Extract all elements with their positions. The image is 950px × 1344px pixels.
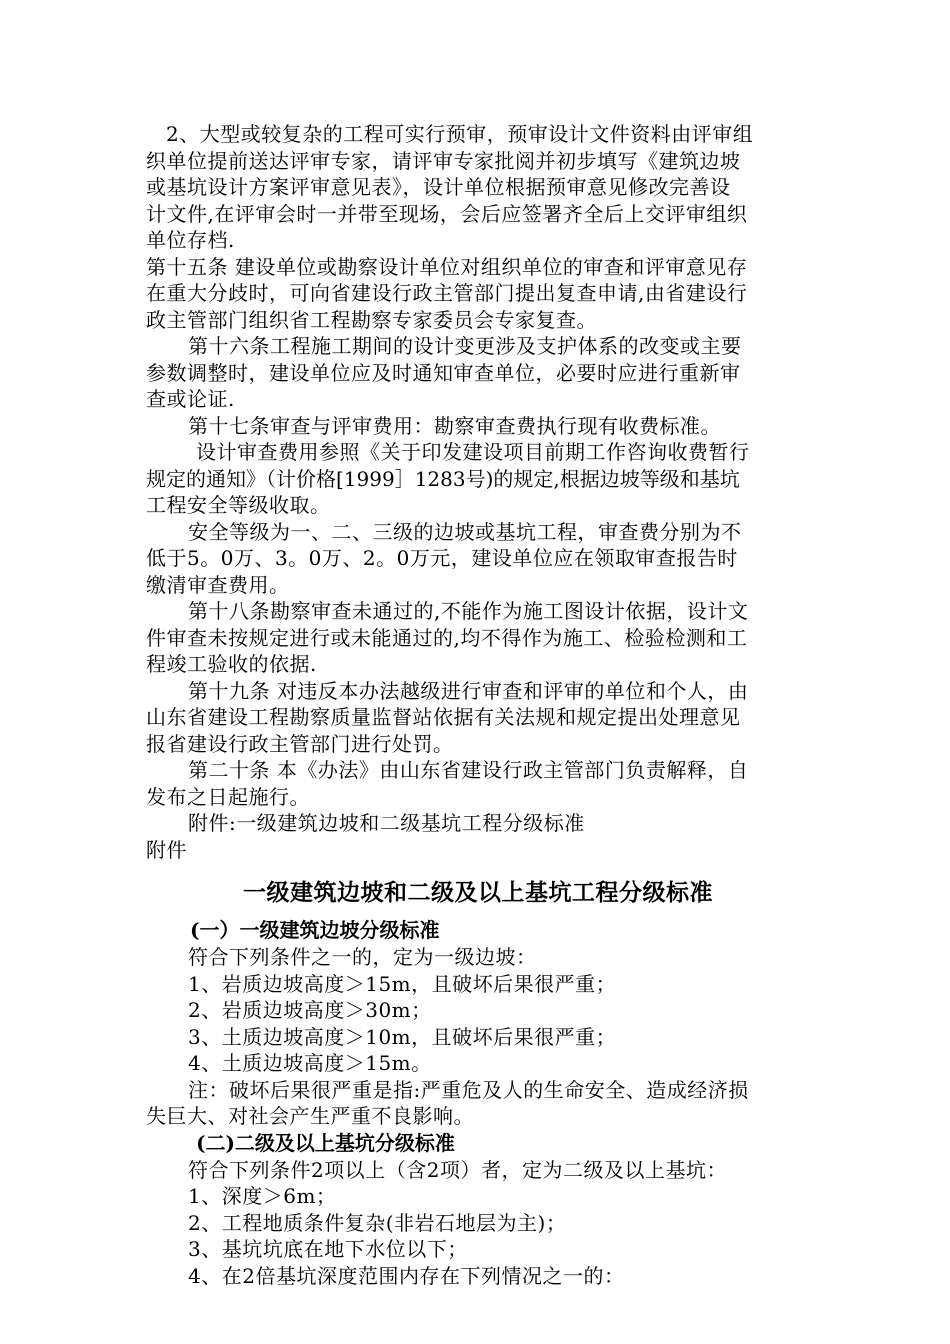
text-line: 计文件,在评审会时一并带至现场，会后应签署齐全后上交评审组织 — [146, 201, 748, 226]
text-line: 件审查未按规定进行或未能通过的,均不得作为施工、检验检测和工 — [146, 625, 748, 650]
article-18 — [146, 598, 810, 678]
text-line: 低于5。0万、3。0万、2。0万元，建设单位应在领取审查报告时 — [146, 546, 738, 570]
text-line: 程竣工验收的依据. — [146, 652, 317, 676]
text-line: 2、大型或较复杂的工程可实行预审，预审设计文件资料由评审组 — [166, 122, 754, 146]
text-line: 工程安全等级收取。 — [146, 493, 331, 517]
article-17 — [146, 413, 810, 440]
text-line: 报省建设行政主管部门进行处罚。 — [146, 731, 454, 756]
list-item: 4、在2倍基坑深度范围内存在下列情况之一的： — [188, 1263, 625, 1288]
text-line: 设计审查费用参照《关于印发建设项目前期工作咨询收费暂行 — [196, 440, 750, 464]
attachment-reference: 附件:一级建筑边坡和二级基坑工程分级标准 — [188, 811, 585, 835]
attachment-label: 附件 — [146, 837, 187, 862]
design-fee-paragraph — [146, 439, 810, 519]
list-item: 3、土质边坡高度＞10m，且破坏后果很严重； — [188, 1024, 617, 1049]
note-line: 注：破坏后果很严重是指:严重危及人的生命安全、造成经济损 — [188, 1077, 749, 1102]
safety-fee-paragraph — [146, 519, 810, 599]
section-intro: 符合下列条件之一的，定为一级边坡： — [188, 945, 537, 969]
list-item: 2、工程地质条件复杂(非岩石地层为主)； — [188, 1210, 567, 1235]
text-line: 第十八条勘察审查未通过的,不能作为施工图设计依据，设计文 — [188, 599, 749, 623]
section-slope-grading — [146, 917, 810, 1130]
text-line: 单位存档. — [146, 228, 235, 252]
text-line: 查或论证. — [146, 387, 235, 411]
text-line: 第十六条工程施工期间的设计变更涉及支护体系的改变或主要 — [188, 334, 742, 358]
section-heading: (一）一级建筑边坡分级标准 — [190, 918, 440, 942]
text-line: 第十五条 建设单位或勘察设计单位对组织单位的审查和评审意见存 — [146, 254, 748, 279]
paragraph-item-2 — [146, 121, 810, 254]
list-item: 1、岩质边坡高度＞15m，且破坏后果很严重； — [188, 971, 617, 996]
note-line: 失巨大、对社会产生严重不良影响。 — [146, 1104, 474, 1128]
text-line: 或基坑设计方案评审意见表》，设计单位根据预审意见修改完善设 — [146, 175, 731, 199]
text-line: 在重大分歧时，可向省建设行政主管部门提出复查申请,由省建设行 — [146, 281, 748, 305]
text-line: 发布之日起施行。 — [146, 784, 310, 809]
list-item: 2、岩质边坡高度＞30m； — [188, 998, 432, 1022]
text-line: 山东省建设工程勘察质量监督站依据有关法规和规定提出处理意见 — [146, 705, 741, 729]
text-line: 安全等级为一、二、三级的边坡或基坑工程，审查费分别为不 — [188, 519, 742, 544]
text-line: 政主管部门组织省工程勘察专家委员会专家复查。 — [146, 307, 597, 332]
annex-title: 一级建筑边坡和二级及以上基坑工程分级标准 — [243, 880, 713, 906]
article-20 — [146, 757, 810, 810]
article-15 — [146, 254, 810, 334]
article-19 — [146, 678, 810, 758]
text-line: 第二十条 本《办法》由山东省建设行政主管部门负责解释，自 — [188, 758, 749, 782]
list-item: 3、基坑坑底在地下水位以下； — [188, 1237, 468, 1261]
text-line: 第十九条 对违反本办法越级进行审查和评审的单位和个人，由 — [188, 678, 749, 703]
text-line: 缴清审查费用。 — [146, 572, 290, 597]
section-pit-grading — [146, 1130, 810, 1290]
section-heading: (二)二级及以上基坑分级标准 — [196, 1130, 455, 1155]
text-line: 参数调整时，建设单位应及时通知审查单位，必要时应进行重新审 — [146, 360, 741, 385]
section-intro: 符合下列条件2项以上（含2项）者，定为二级及以上基坑： — [188, 1157, 727, 1182]
document-page — [146, 121, 810, 1289]
list-item: 1、深度＞6m； — [188, 1184, 337, 1208]
text-line: 第十七条审查与评审费用：勘察审查费执行现有收费标准。 — [188, 413, 721, 438]
list-item: 4、土质边坡高度＞15m。 — [188, 1051, 432, 1075]
text-line: 织单位提前送达评审专家，请评审专家批阅并初步填写《建筑边坡 — [146, 148, 741, 173]
article-16 — [146, 333, 810, 413]
text-line: 规定的通知》（计价格[1999］1283号)的规定,根据边坡等级和基坑 — [146, 466, 740, 491]
